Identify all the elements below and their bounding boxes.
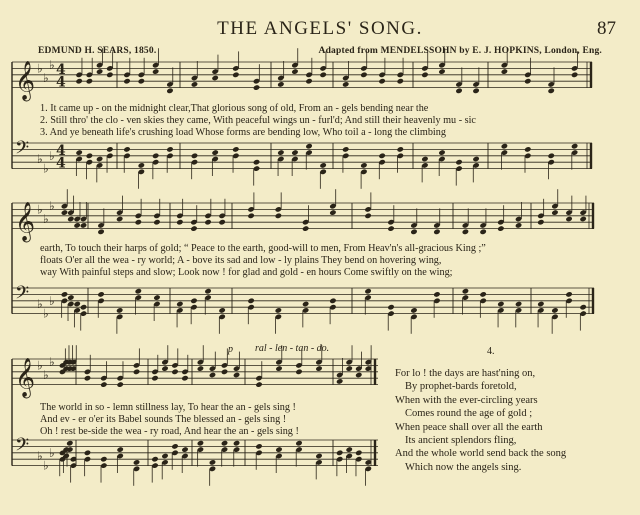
svg-text:𝄞: 𝄞 [15,60,36,101]
svg-text:♭: ♭ [49,355,55,370]
svg-text:♭: ♭ [49,293,55,308]
svg-text:♭: ♭ [43,212,49,226]
verse-4-number: 4. [487,346,495,357]
lyric-line-3-verse-2: And ev - er o'er its Babel sounds The blessed an - gels sing ! [40,414,287,425]
svg-text:4: 4 [56,74,66,91]
svg-text:♭: ♭ [37,202,43,217]
svg-text:♭: ♭ [43,161,49,176]
rallentando-marking: ral - len - tan - do. [255,343,330,354]
lyric-line-2-verse-3: way With painful steps and slow; Look now ! for glad and gold - en hours Come swiftly on the wing; [40,267,453,278]
dynamic-piano-marking: p [228,344,233,355]
svg-text:𝄞: 𝄞 [15,201,36,242]
svg-text:4: 4 [56,142,66,159]
svg-text:♭: ♭ [43,458,49,473]
hymn-title: THE ANGELS' SONG. [217,18,423,39]
lyric-line-3-verse-1: The world in so - lemn stillness lay, To hear the an - gels sing ! [40,402,296,413]
verse-4-line: When peace shall over all the earth [395,421,543,433]
verse-4-line: And the whole world send back the song [395,448,567,460]
lyric-line-3-verse-3: Oh ! rest be-side the wea - ry road, And hear the an - gels sing ! [40,426,299,437]
svg-text:4: 4 [56,61,66,78]
svg-text:♭: ♭ [43,306,49,321]
verse-4-line: Which now the angels sing. [405,461,522,473]
svg-text:♭: ♭ [37,449,43,463]
svg-text:♭: ♭ [37,297,43,311]
arranger-credit: Adapted from MENDELSSOHN by E. J. HOPKINS, London, Eng. [318,46,602,56]
svg-text:𝄢: 𝄢 [15,138,30,164]
svg-text:♭: ♭ [37,358,43,373]
lyric-line-1-verse-2: 2. Still thro' the clo - ven skies they came, With peaceful wings un - furl'd; And still their heavenly mu - sic [40,115,476,126]
verse-4-line: By prophet-bards foretold, [405,381,517,393]
page-number: 87 [597,18,616,39]
svg-text:𝄢: 𝄢 [15,435,30,461]
verse-4-line: When with the ever-circling years [395,394,538,406]
verse-4-line: Comes round the age of gold ; [405,408,533,420]
svg-text:𝄢: 𝄢 [15,283,30,309]
svg-text:♭: ♭ [49,445,55,460]
svg-text:♭: ♭ [43,368,49,382]
svg-text:♭: ♭ [49,199,55,214]
lyric-line-2-verse-2: floats O'er all the wea - ry world; A - bove its sad and low - ly plains They bend on hovering wing, [40,255,442,266]
svg-text:♭: ♭ [43,71,49,85]
svg-text:♭: ♭ [49,148,55,163]
author-credit: EDMUND H. SEARS, 1850. [38,46,157,56]
svg-text:𝄞: 𝄞 [15,357,36,398]
svg-text:♭: ♭ [49,58,55,73]
verse-4-line: Its ancient splendors fling, [405,435,517,447]
svg-text:♭: ♭ [37,152,43,166]
svg-text:♭: ♭ [37,61,43,76]
svg-text:4: 4 [56,155,66,172]
lyric-line-1-verse-3: 3. And ye beneath life's crushing load Whose forms are bending low, Who toil a - long the climbing [40,127,446,138]
lyric-line-1-verse-1: 1. It came up - on the midnight clear,That glorious song of old, From an - gels bending near the [40,103,429,114]
verse-4-stanza [395,367,566,474]
lyric-line-2-verse-1: earth, To touch their harps of gold; “ Peace to the earth, good-will to men, From Heav'n's all-gracious King ;” [40,243,486,254]
verse-4-line: For lo ! the days are hast'ning on, [395,368,536,379]
